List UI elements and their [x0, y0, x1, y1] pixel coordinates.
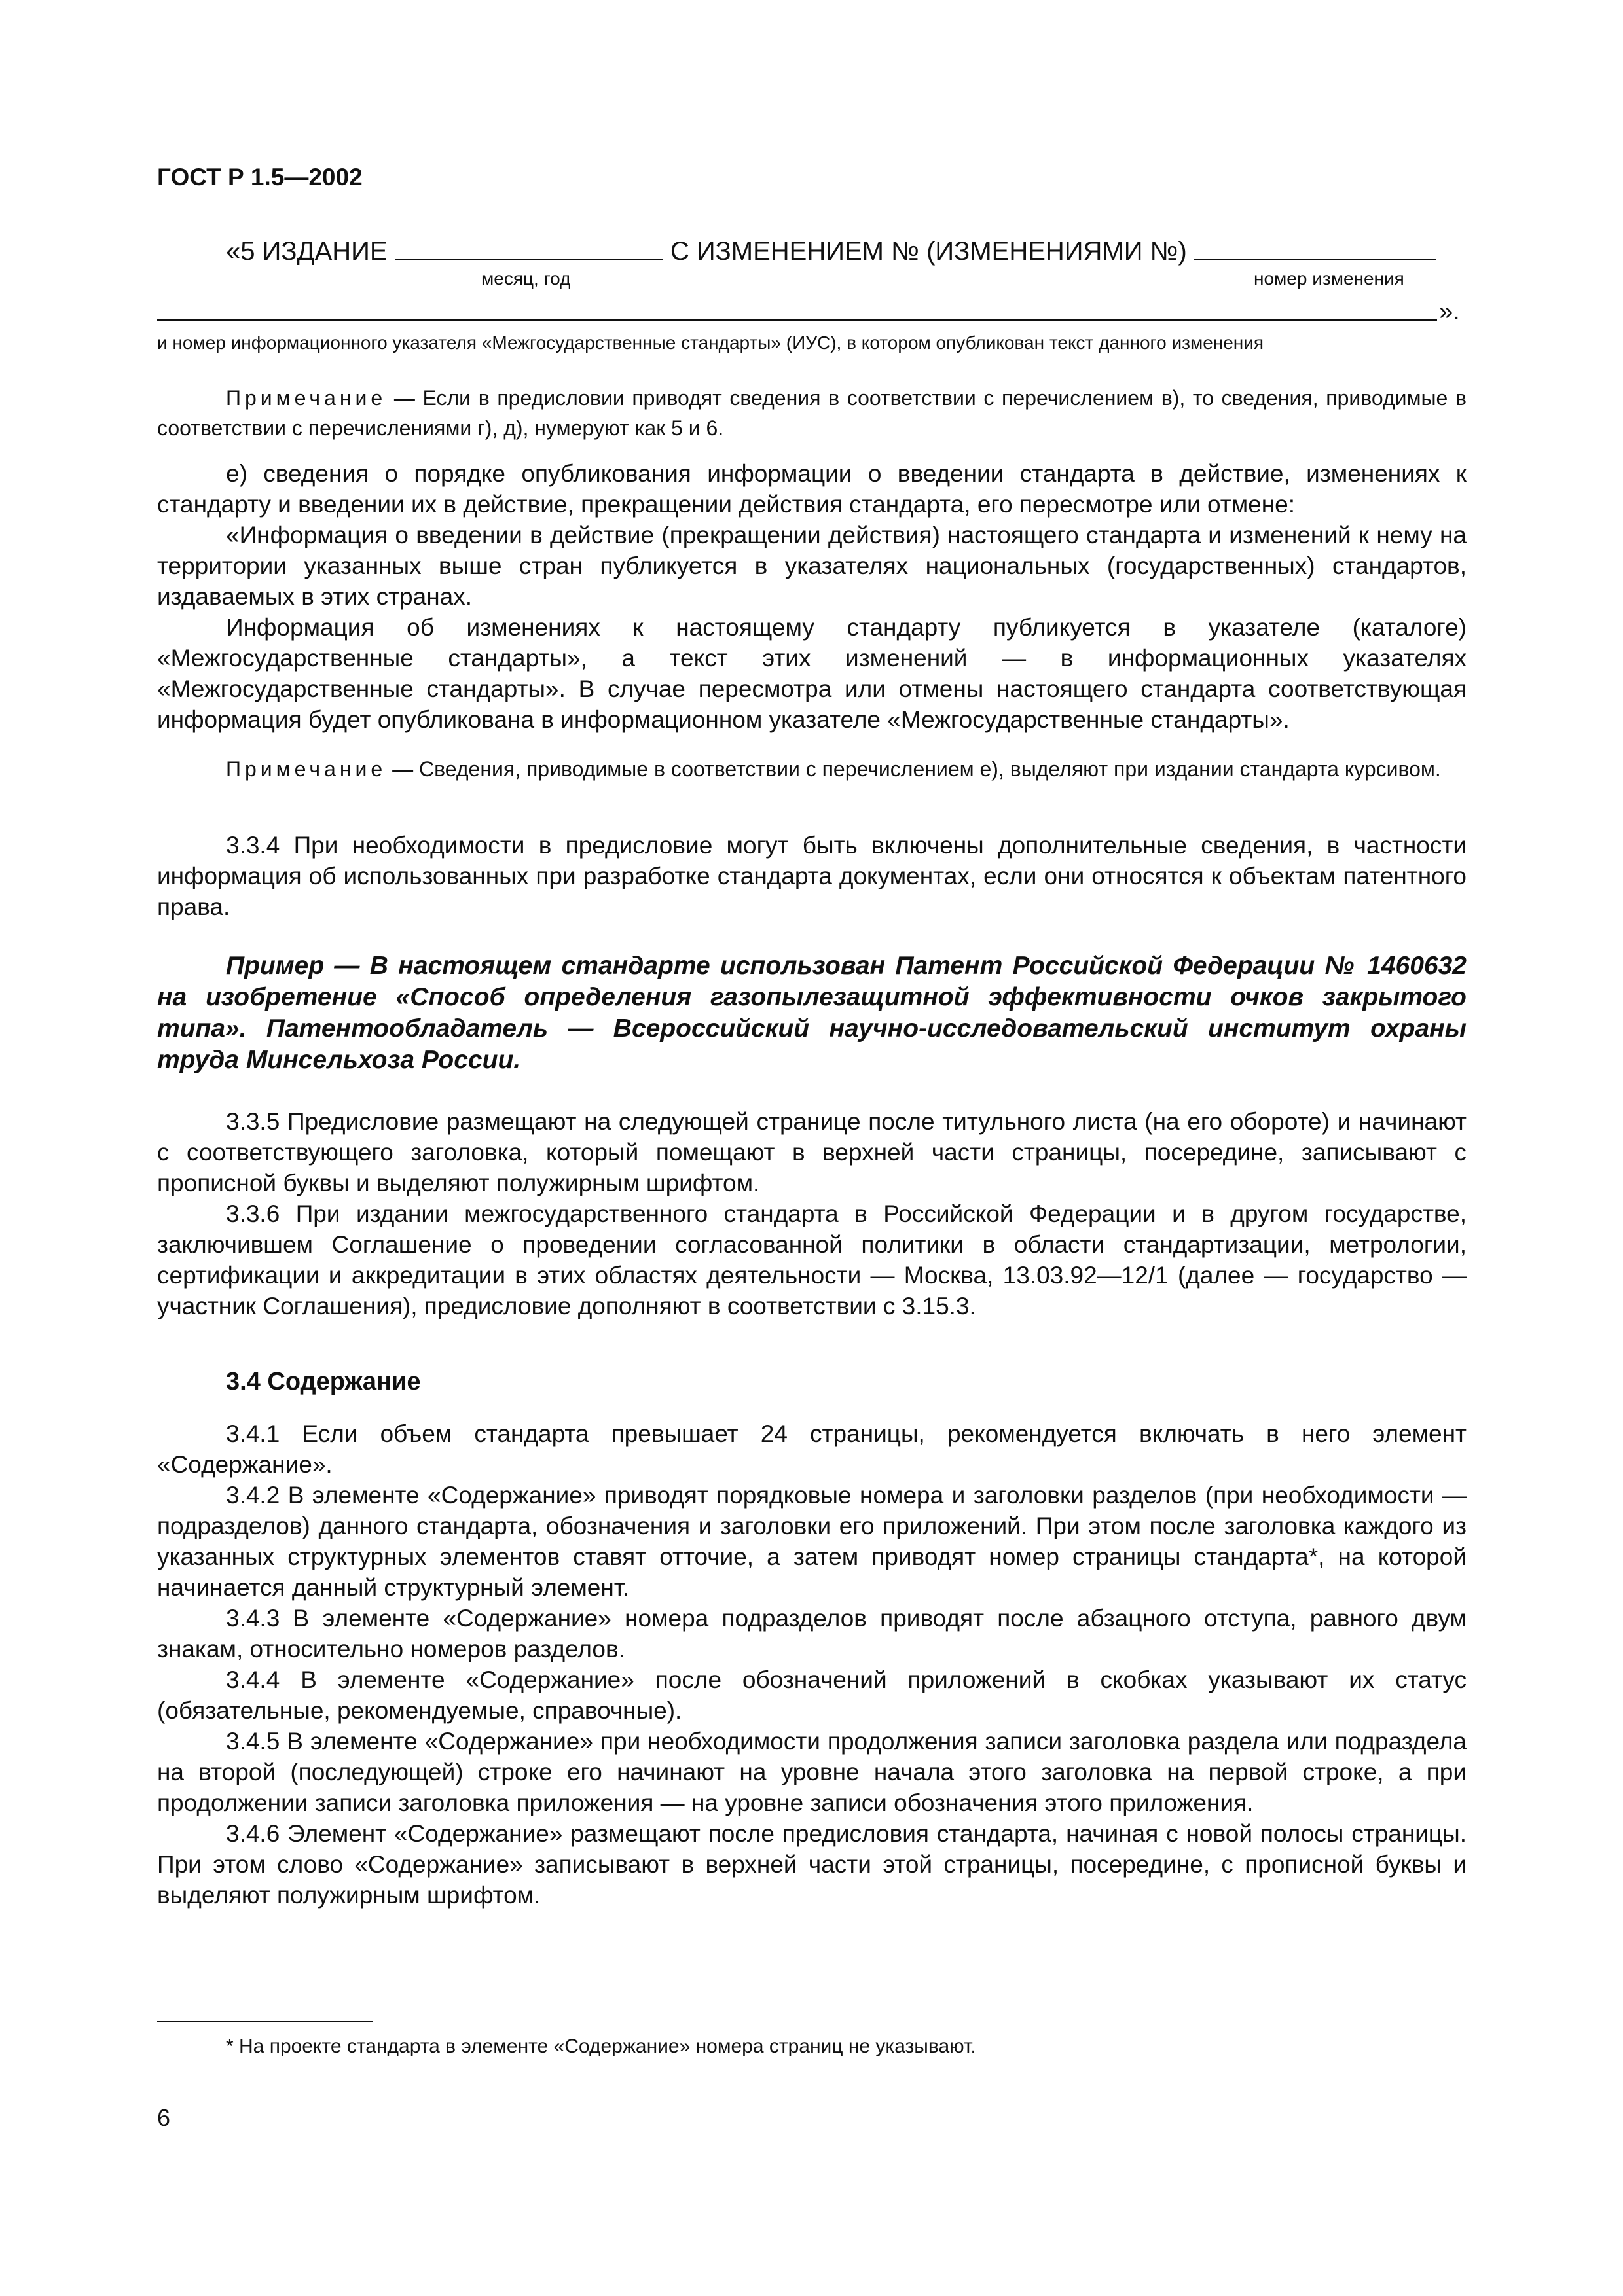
note-2-text: — Сведения, приводимые в соответствии с перечислением е), выделяют при издании стандарта курсивом.	[386, 757, 1441, 781]
clause-3-4-6-text: 3.4.6 Элемент «Содержание» размещают после предисловия стандарта, начиная с новой полосы страницы. При этом слово «Содержание» записывают в верхней части этой страницы, посередине, с прописной буквы и выделяют полужирным шрифтом.	[157, 1820, 1467, 1909]
ius-caption: и номер информационного указателя «Межгосударственные стандарты» (ИУС), в котором опубликован текст данного изменения	[157, 332, 1264, 353]
note-2	[157, 754, 1467, 784]
page-number: 6	[157, 2104, 171, 2131]
clause-3-3-4-text: 3.3.4 При необходимости в предисловие могут быть включены дополнительные сведения, в частности информация об использованных при разработке стандарта документах, если они относятся к объектам патентного права.	[157, 832, 1467, 920]
clause-3-3-5-text: 3.3.5 Предисловие размещают на следующей странице после титульного листа (на его обороте) и начинают с соответствующего заголовка, который помещают в верхней части страницы, посередине, записывают с прописной буквы и выделяют полужирным шрифтом.	[157, 1108, 1467, 1196]
note-2-label: Примечание	[226, 757, 387, 781]
edition-date-blank	[395, 232, 663, 260]
item-e-paragraph-2: «Информация о введении в действие (прекращении действия) настоящего стандарта и изменений к нему на территории указанных выше стран публикуется в указателях национальных (государственных) стандартов, издаваемых в этих странах.	[157, 522, 1467, 610]
item-e-paragraph-3: Информация об изменениях к настоящему стандарту публикуется в указателе (каталоге) «Межгосударственные стандарты», а текст этих изменений — в информационных указателях «Межгосударственные стандарты». В случае пересмотра или отмены настоящего стандарта соответствующая информация будет опубликована в информационном указателе «Межгосударственные стандарты».	[157, 614, 1467, 733]
clause-3-3-4	[157, 830, 1467, 922]
section-3-4-body	[157, 1418, 1467, 1910]
footnote-separator	[157, 2021, 373, 2022]
section-heading-contents: 3.4 Содержание	[226, 1368, 421, 1395]
footnote: * На проекте стандарта в элементе «Содержание» номера страниц не указывают.	[226, 2036, 976, 2057]
note-1-text: — Если в предисловии приводят сведения в соответствии с перечислением в), то сведения, приводимые в соответствии с перечислениями г), д), нумеруют как 5 и 6.	[157, 386, 1467, 440]
change-number-blank	[1194, 232, 1436, 260]
ius-blank-line	[157, 319, 1437, 321]
item-e-block	[157, 458, 1467, 735]
clause-3-3-6-text: 3.3.6 При издании межгосударственного стандарта в Российской Федерации и в другом государстве, заключившем Соглашение о проведении согласованной политики в области стандартизации, метрологии, сертификации и аккредитации в этих областях деятельности — Москва, 13.03.92—12/1 (далее — государство — участник Соглашения), предисловие дополняют в соответствии с 3.15.3.	[157, 1200, 1467, 1319]
clause-3-4-2-text: 3.4.2 В элементе «Содержание» приводят порядковые номера и заголовки разделов (при необходимости — подразделов) данного стандарта, обозначения и заголовки его приложений. При этом после заголовка каждого из указанных структурных элементов ставят отточие, а затем приводят номер страницы стандарта*, на которой начинается данный структурный элемент.	[157, 1482, 1467, 1601]
edition-label: «5 ИЗДАНИЕ	[226, 237, 388, 266]
item-e-paragraph-1: е) сведения о порядке опубликования информации о введении стандарта в действие, изменениях к стандарту и введении их в действие, прекращении действия стандарта, его пересмотре или отмене:	[157, 460, 1467, 518]
clause-3-4-3-text: 3.4.3 В элементе «Содержание» номера подразделов приводят после абзацного отступа, равного двум знакам, относительно номеров разделов.	[157, 1605, 1467, 1662]
clause-3-4-1-text: 3.4.1 Если объем стандарта превышает 24 страницы, рекомендуется включать в него элемент «Содержание».	[157, 1420, 1467, 1478]
example-text: Пример — В настоящем стандарте использован Патент Российской Федерации № 1460632 на изобретение «Способ определения газопылезащитной эффективности очков закрытого типа». Патентообладатель — Всероссийский научно-исследовательский институт охраны труда Минсельхоза России.	[157, 952, 1467, 1074]
edition-line	[226, 232, 1470, 268]
month-year-caption: месяц, год	[481, 268, 571, 289]
closing-quote: ».	[1439, 298, 1460, 325]
document-header: ГОСТ Р 1.5—2002	[157, 164, 363, 190]
clause-3-4-5-text: 3.4.5 В элементе «Содержание» при необходимости продолжения записи заголовка раздела или подраздела на второй (последующей) строке его начинают на уровне начала этого заголовка на первой строке, а при продолжении записи заголовка приложения — на уровне записи обозначения этого приложения.	[157, 1728, 1467, 1816]
clause-3-4-4-text: 3.4.4 В элементе «Содержание» после обозначений приложений в скобках указывают их статус (обязательные, рекомендуемые, справочные).	[157, 1666, 1467, 1724]
example-block	[157, 950, 1467, 1076]
clauses-3-3-5-6	[157, 1106, 1467, 1321]
change-label: С ИЗМЕНЕНИЕМ № (ИЗМЕНЕНИЯМИ №)	[670, 237, 1187, 266]
change-number-caption: номер изменения	[1254, 268, 1404, 289]
note-1	[157, 383, 1467, 443]
note-1-label: Примечание	[226, 386, 387, 410]
